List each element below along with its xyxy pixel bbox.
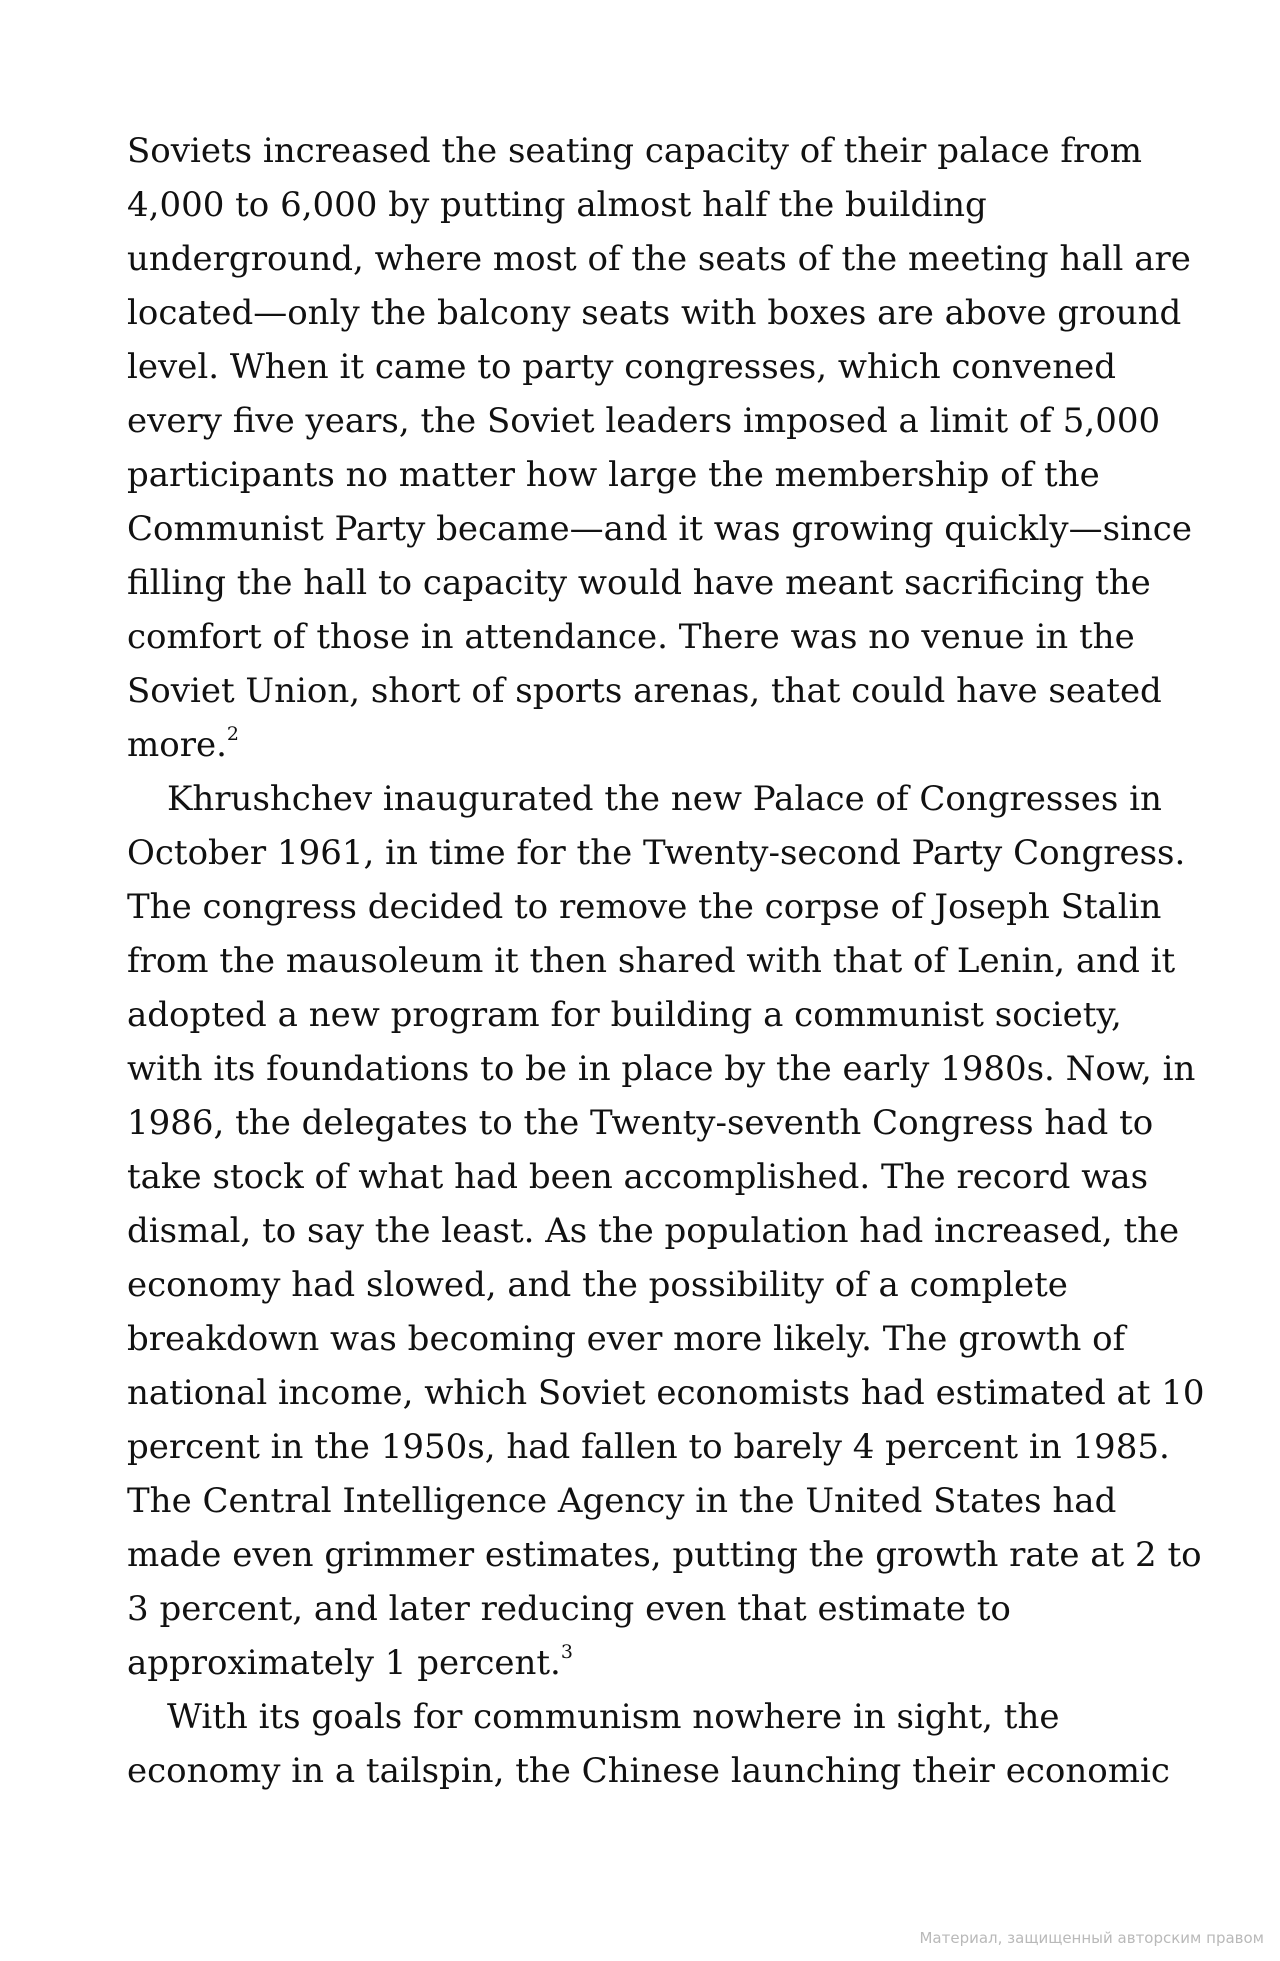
text-line: national income, which Soviet economists had estimated at 10 [127, 1373, 1205, 1413]
text-line: The congress decided to remove the corpse of Joseph Stalin [127, 887, 1162, 927]
text-line: The Central Intelligence Agency in the United States had [127, 1481, 1117, 1521]
text-line: 1986, the delegates to the Twenty-seventh Congress had to [127, 1103, 1154, 1143]
text-line: participants no matter how large the membership of the [127, 455, 1100, 495]
text-line: underground, where most of the seats of the meeting hall are [127, 239, 1191, 279]
text-line: located—only the balcony seats with boxes are above ground [127, 293, 1182, 333]
text-line: take stock of what had been accomplished. The record was [127, 1157, 1149, 1197]
text-line: economy had slowed, and the possibility of a complete [127, 1265, 1068, 1305]
text-line: with its foundations to be in place by the early 1980s. Now, in [127, 1049, 1196, 1089]
text-line-first: Khrushchev inaugurated the new Palace of Congresses in [167, 779, 1162, 819]
paragraph-2 [127, 772, 1205, 1690]
text-line: dismal, to say the least. As the population had increased, the [127, 1211, 1180, 1251]
text-line: October 1961, in time for the Twenty-second Party Congress. [127, 833, 1186, 873]
footnote-marker-2[interactable]: 2 [226, 722, 239, 745]
text-line: economy in a tailspin, the Chinese launching their economic [127, 1751, 1170, 1791]
text-line: from the mausoleum it then shared with that of Lenin, and it [127, 941, 1176, 981]
text-line-last [127, 718, 1157, 772]
text-line-last [127, 1636, 1157, 1690]
text-line: Communist Party became—and it was growing quickly—since [127, 509, 1192, 549]
text-line: breakdown was becoming ever more likely. The growth of [127, 1319, 1126, 1359]
text-line-first: With its goals for communism nowhere in sight, the [167, 1697, 1060, 1737]
text-line: made even grimmer estimates, putting the growth rate at 2 to [127, 1535, 1202, 1575]
paragraph-3 [127, 1690, 1170, 1798]
text-line: Soviet Union, short of sports arenas, that could have seated [127, 671, 1162, 711]
text-line: percent in the 1950s, had fallen to barely 4 percent in 1985. [127, 1427, 1170, 1467]
text-line-content: approximately 1 percent. [127, 1643, 561, 1683]
text-line: 3 percent, and later reducing even that estimate to [127, 1589, 1011, 1629]
text-line: adopted a new program for building a communist society, [127, 995, 1122, 1035]
text-line: every five years, the Soviet leaders imposed a limit of 5,000 [127, 401, 1161, 441]
text-line: filling the hall to capacity would have meant sacrificing the [127, 563, 1151, 603]
text-line: Soviets increased the seating capacity of their palace from [127, 131, 1142, 171]
paragraph-1 [127, 124, 1192, 772]
text-line: 4,000 to 6,000 by putting almost half the building [127, 185, 987, 225]
footnote-marker-3[interactable]: 3 [560, 1640, 573, 1663]
copyright-watermark: Материал, защищенный авторским правом [919, 1929, 1264, 1947]
text-line: level. When it came to party congresses, which convened [127, 347, 1116, 387]
text-line: comfort of those in attendance. There was no venue in the [127, 617, 1135, 657]
text-line-content: more. [127, 725, 227, 765]
book-page-text [127, 124, 1205, 1798]
